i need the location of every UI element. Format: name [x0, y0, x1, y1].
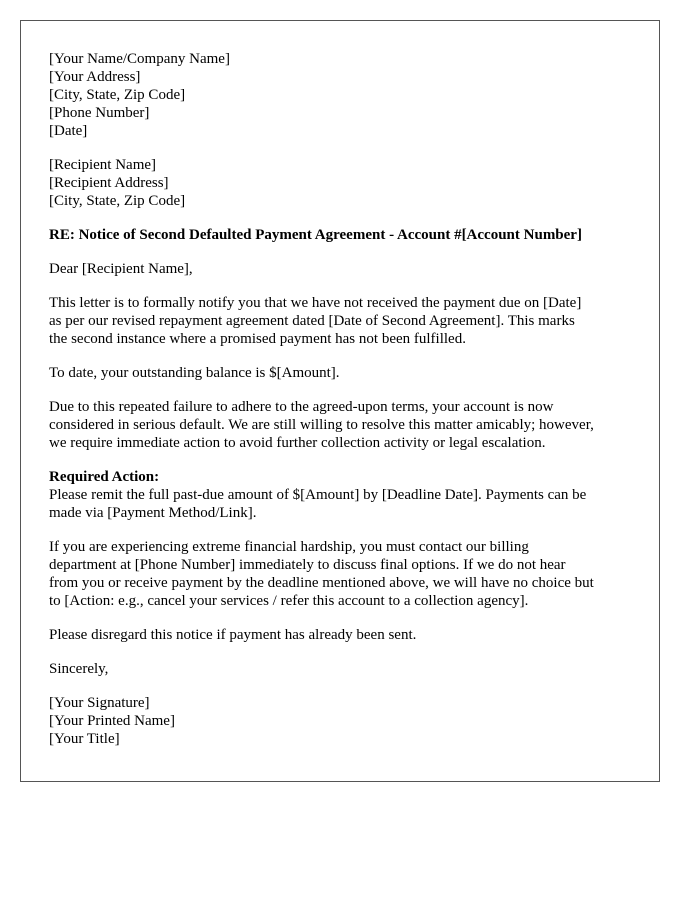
closing: Sincerely,	[49, 661, 109, 677]
paragraph-line: the second instance where a promised payment has not been fulfilled.	[49, 331, 466, 347]
paragraph-line: to [Action: e.g., cancel your services / refer this account to a collection agency].	[49, 593, 529, 609]
letter-page	[20, 20, 660, 782]
paragraph-line: If you are experiencing extreme financial hardship, you must contact our billing	[49, 539, 529, 555]
signature-block	[49, 694, 631, 748]
recipient-name: [Recipient Name]	[49, 157, 157, 173]
sender-name: [Your Name/Company Name]	[49, 51, 230, 67]
sender-city-state-zip: [City, State, Zip Code]	[49, 87, 186, 103]
paragraph-line: considered in serious default. We are still willing to resolve this matter amicably; however,	[49, 417, 594, 433]
letter-date: [Date]	[49, 123, 88, 139]
sender-address: [Your Address]	[49, 69, 141, 85]
sender-address-block	[49, 50, 631, 140]
paragraph-line: Due to this repeated failure to adhere to the agreed-upon terms, your account is now	[49, 399, 554, 415]
required-action-section	[49, 468, 631, 522]
signer-title: [Your Title]	[49, 731, 120, 747]
recipient-address-block	[49, 156, 631, 210]
recipient-city-state-zip: [City, State, Zip Code]	[49, 193, 186, 209]
subject-line: RE: Notice of Second Defaulted Payment Agreement - Account #[Account Number]	[49, 227, 582, 243]
signature: [Your Signature]	[49, 695, 150, 711]
paragraph-line: as per our revised repayment agreement dated [Date of Second Agreement]. This marks	[49, 313, 575, 329]
paragraph-hardship	[49, 538, 631, 610]
paragraph-line: we require immediate action to avoid further collection activity or legal escalation.	[49, 435, 546, 451]
paragraph-line: department at [Phone Number] immediately to discuss final options. If we do not hear	[49, 557, 566, 573]
paragraph-line: This letter is to formally notify you that we have not received the payment due on [Date]	[49, 295, 582, 311]
paragraph-disregard: Please disregard this notice if payment has already been sent.	[49, 627, 417, 643]
required-action-heading: Required Action:	[49, 469, 160, 485]
salutation: Dear [Recipient Name],	[49, 261, 193, 277]
paragraph-line: Please remit the full past-due amount of $[Amount] by [Deadline Date]. Payments can be	[49, 487, 587, 503]
sender-phone: [Phone Number]	[49, 105, 150, 121]
printed-name: [Your Printed Name]	[49, 713, 175, 729]
paragraph-line: from you or receive payment by the deadline mentioned above, we will have no choice but	[49, 575, 594, 591]
paragraph-line: made via [Payment Method/Link].	[49, 505, 257, 521]
paragraph-balance: To date, your outstanding balance is $[Amount].	[49, 365, 340, 381]
recipient-address: [Recipient Address]	[49, 175, 169, 191]
paragraph-notification	[49, 294, 631, 348]
paragraph-default	[49, 398, 631, 452]
